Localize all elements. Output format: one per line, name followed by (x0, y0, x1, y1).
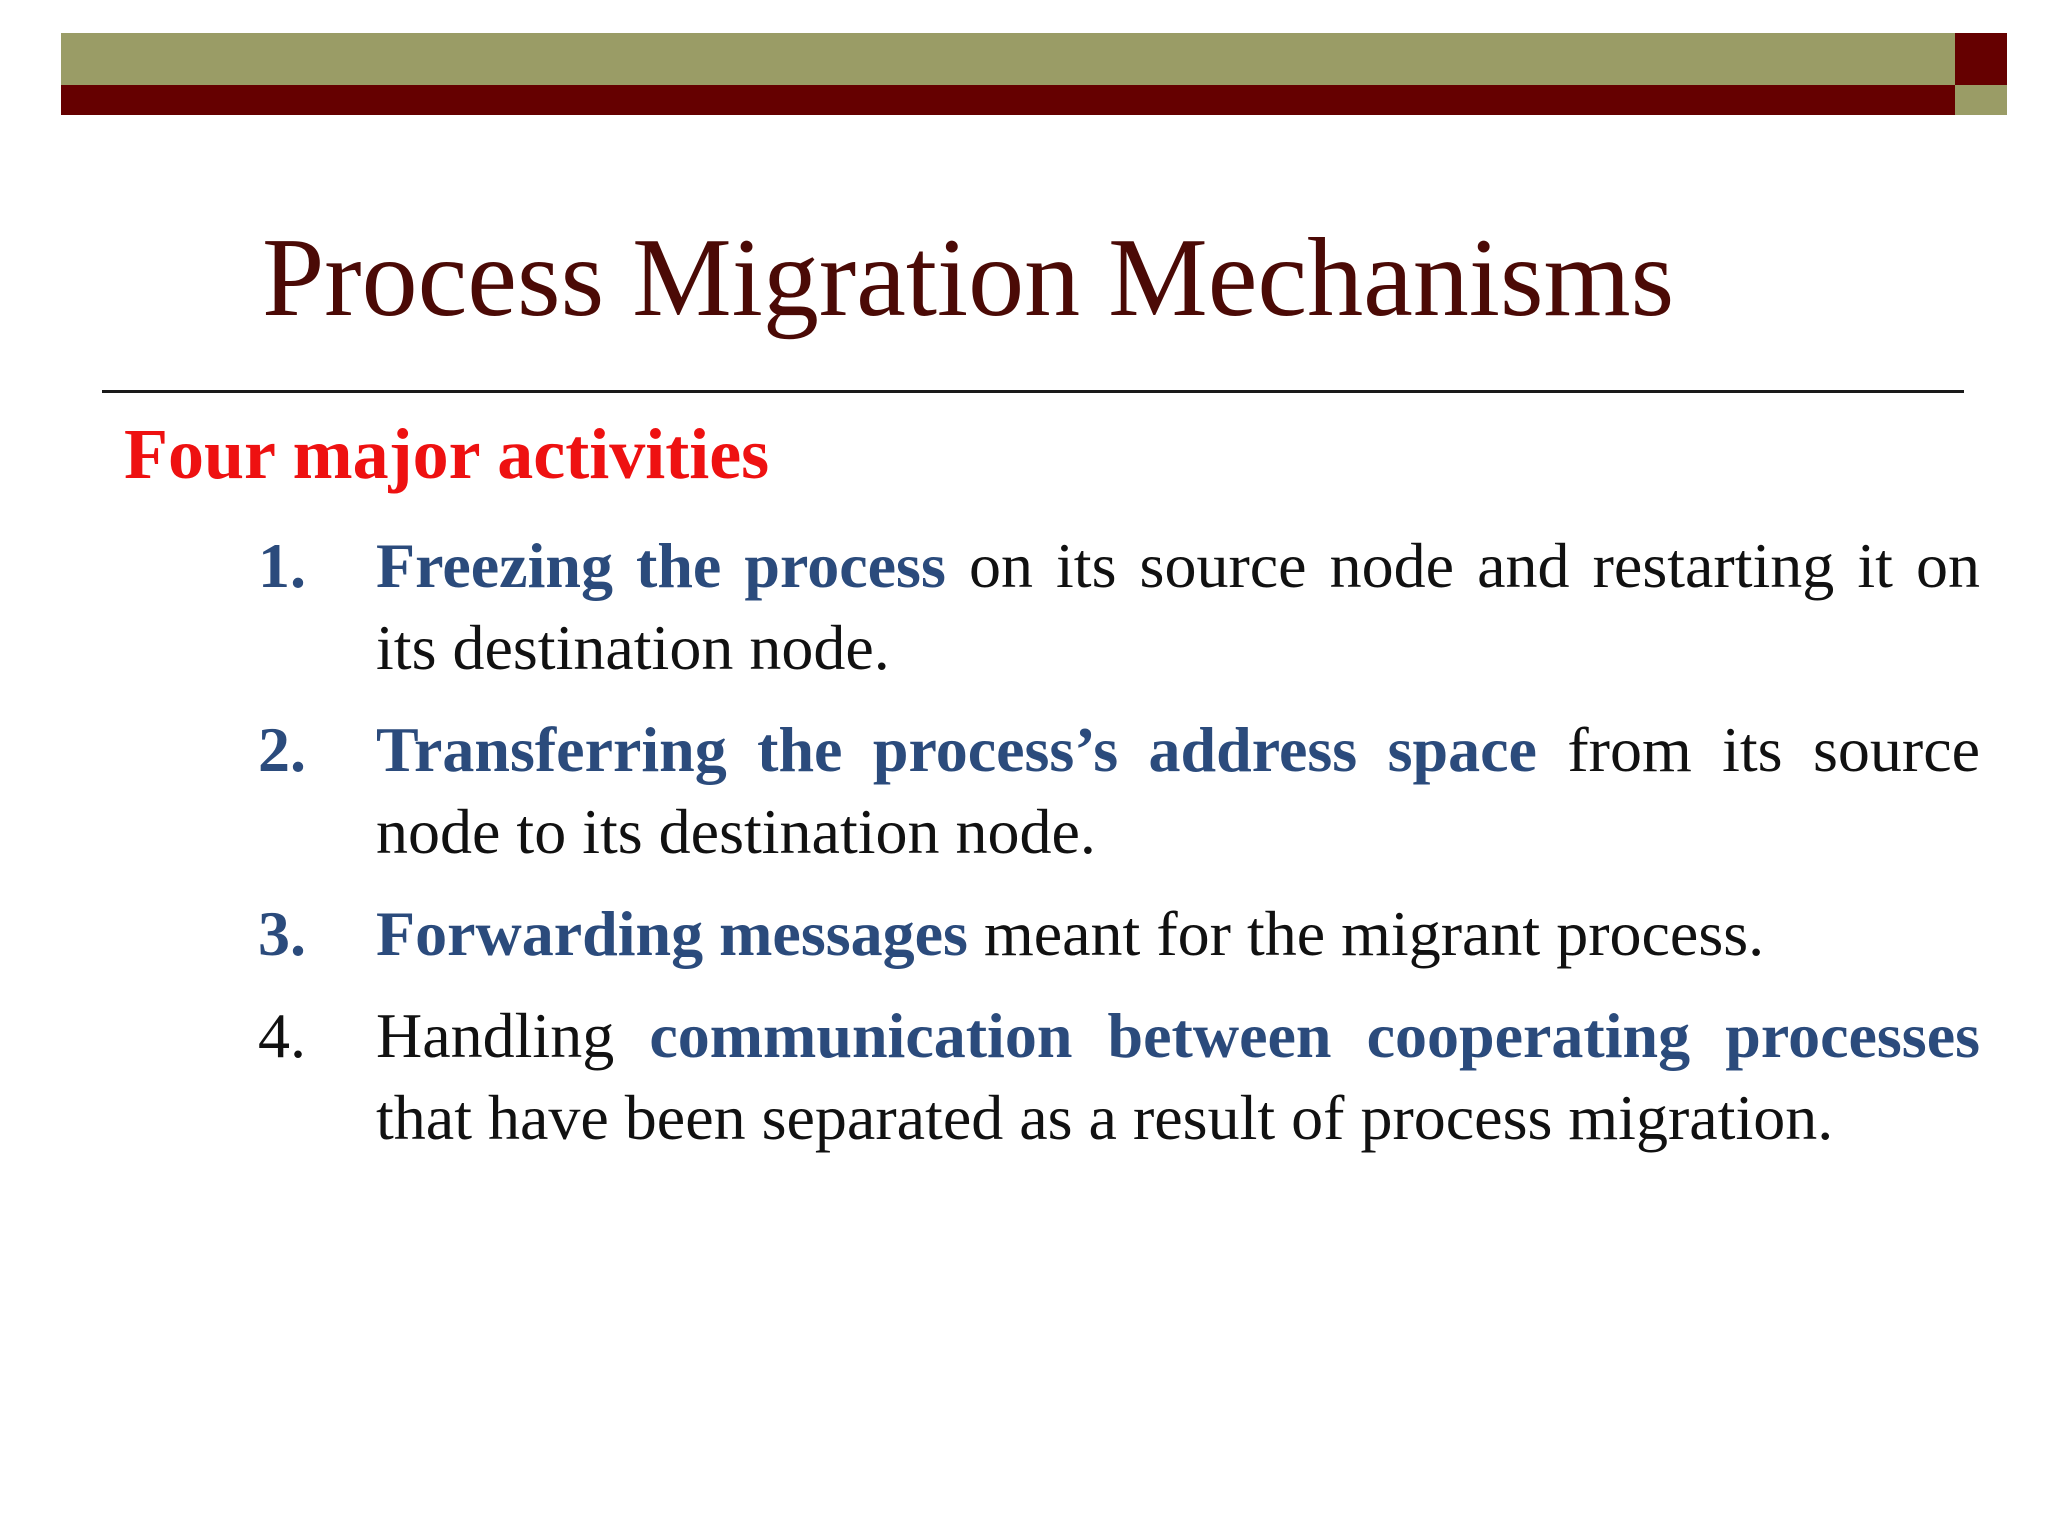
item-text (376, 893, 1980, 975)
header-band-maroon (61, 85, 1955, 115)
item-highlight: Transferring the process’s address space (376, 714, 1537, 785)
item-text-after: from its source node to its destination node. (376, 714, 1981, 867)
item-number: 4. (258, 1000, 306, 1071)
title-divider (102, 390, 1964, 393)
item-text (376, 525, 1980, 689)
slide-subtitle: Four major activities (124, 414, 770, 494)
item-highlight: communication between cooperating processes (649, 1000, 1980, 1071)
item-highlight: Forwarding messages (376, 898, 968, 969)
item-text-after: meant for the migrant process. (967, 898, 1765, 969)
activities-list (258, 525, 1980, 1179)
list-item (258, 995, 1980, 1159)
list-item (258, 525, 1980, 689)
item-number: 3. (258, 898, 306, 969)
item-text (376, 709, 1980, 873)
item-highlight: Freezing the process (376, 530, 946, 601)
header-band-olive (61, 33, 1955, 85)
header-corner-maroon (1955, 33, 2007, 85)
list-item (258, 709, 1980, 873)
list-item (258, 893, 1980, 975)
item-text-before: Handling (376, 1000, 650, 1071)
item-text-after: on its source node and restarting it on its destination node. (376, 530, 1981, 683)
item-number: 2. (258, 714, 306, 785)
slide-title: Process Migration Mechanisms (262, 216, 1675, 340)
item-text-after: that have been separated as a result of process migration. (376, 1082, 1834, 1153)
item-text (376, 995, 1980, 1159)
item-number: 1. (258, 530, 306, 601)
header-corner-olive (1955, 85, 2007, 115)
